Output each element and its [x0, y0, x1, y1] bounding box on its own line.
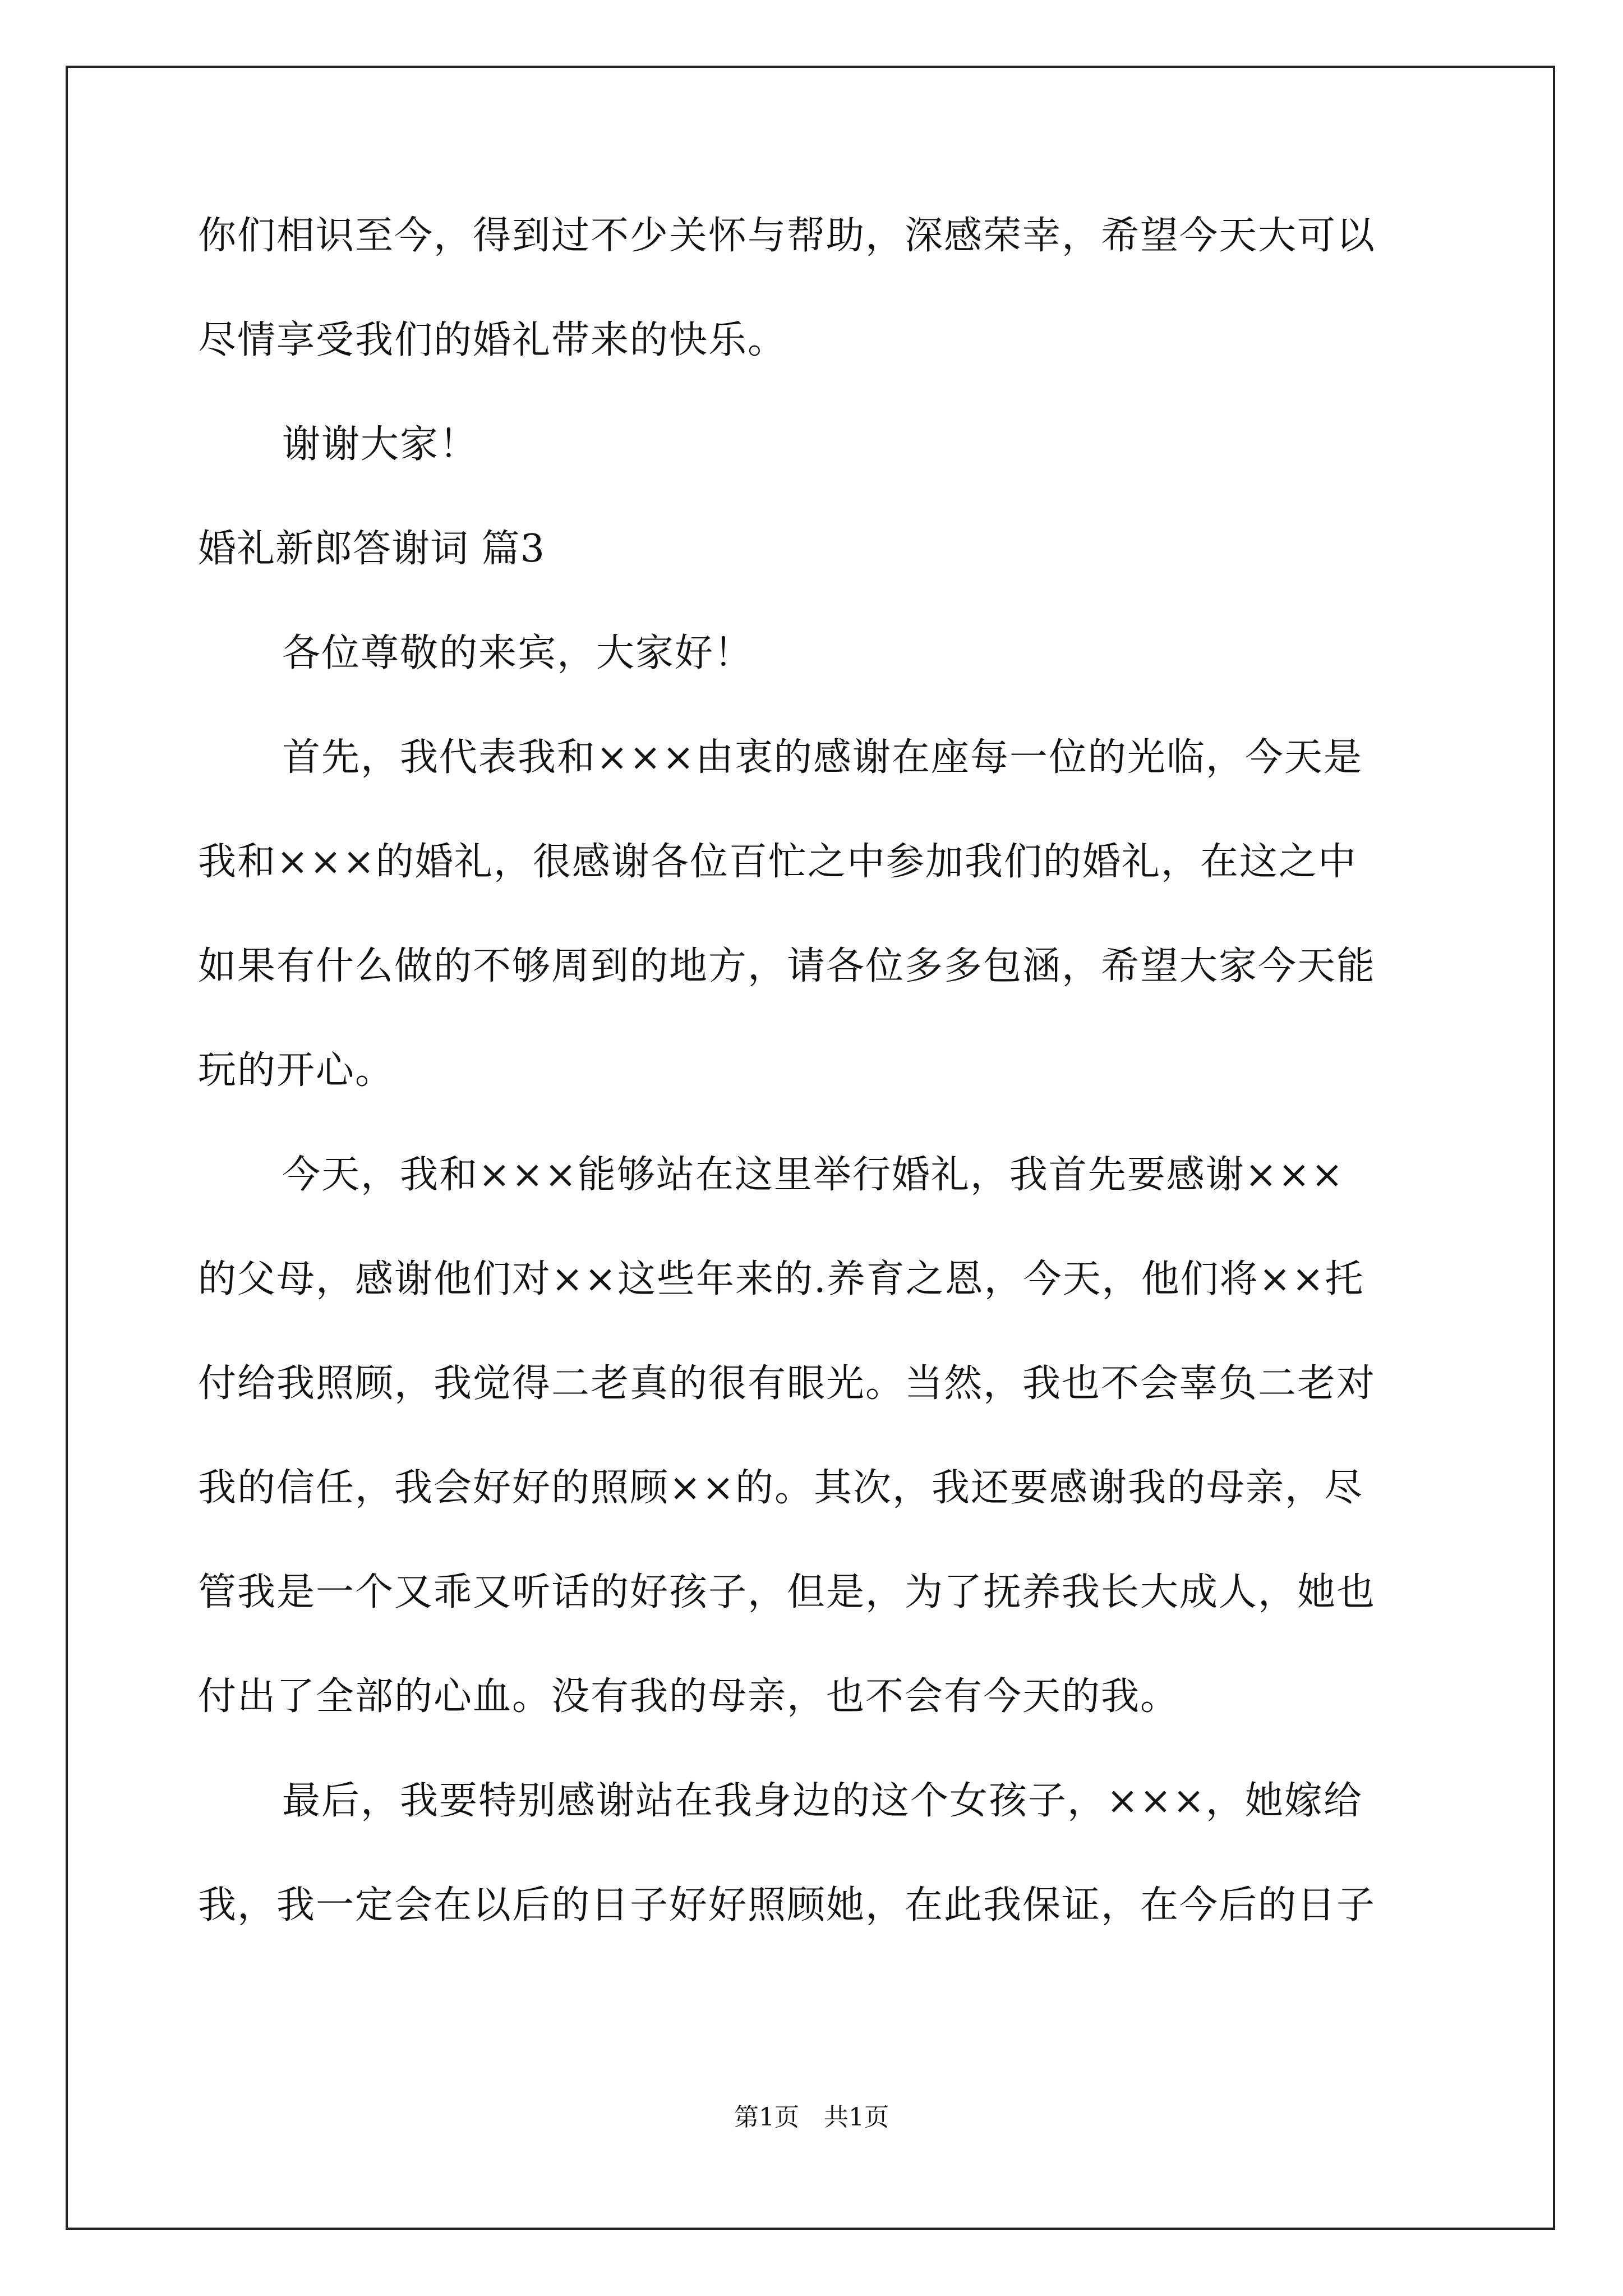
text-line: 你们相识至今，得到过不少关怀与帮助，深感荣幸，希望今天大可以: [198, 214, 1376, 258]
text-line: 今天，我和×××能够站在这里举行婚礼，我首先要感谢×××: [282, 1153, 1344, 1197]
text-line: 的父母，感谢他们对××这些年来的.养育之恩，今天，他们将××托: [198, 1257, 1364, 1301]
greeting-line: 各位尊敬的来宾，大家好！: [282, 631, 754, 675]
text-line: 付给我照顾，我觉得二老真的很有眼光。当然，我也不会辜负二老对: [198, 1361, 1376, 1406]
text-line: 我和×××的婚礼，很感谢各位百忙之中参加我们的婚礼，在这之中: [198, 840, 1357, 884]
text-line: 付出了全部的心血。没有我的母亲，也不会有今天的我。: [198, 1674, 1180, 1719]
text-line: 如果有什么做的不够周到的地方，请各位多多包涵，希望大家今天能: [198, 944, 1376, 988]
text-line: 最后，我要特别感谢站在我身边的这个女孩子，×××，她嫁给: [282, 1779, 1363, 1823]
text-line: 尽情享受我们的婚礼带来的快乐。: [198, 318, 787, 362]
text-line: 管我是一个又乖又听话的好孩子，但是，为了抚养我长大成人，她也: [198, 1570, 1376, 1614]
section-heading: 婚礼新郎答谢词 篇3: [198, 527, 545, 571]
text-line: 首先，我代表我和×××由衷的感谢在座每一位的光临，今天是: [282, 735, 1363, 780]
closing-thanks: 谢谢大家！: [282, 422, 479, 467]
text-line: 我，我一定会在以后的日子好好照顾她，在此我保证，在今后的日子: [198, 1883, 1376, 1927]
text-line: 我的信任，我会好好的照顾××的。其次，我还要感谢我的母亲，尽: [198, 1466, 1363, 1510]
text-line: 玩的开心。: [198, 1048, 395, 1093]
page-number-footer: 第1页 共1页: [734, 2103, 889, 2132]
